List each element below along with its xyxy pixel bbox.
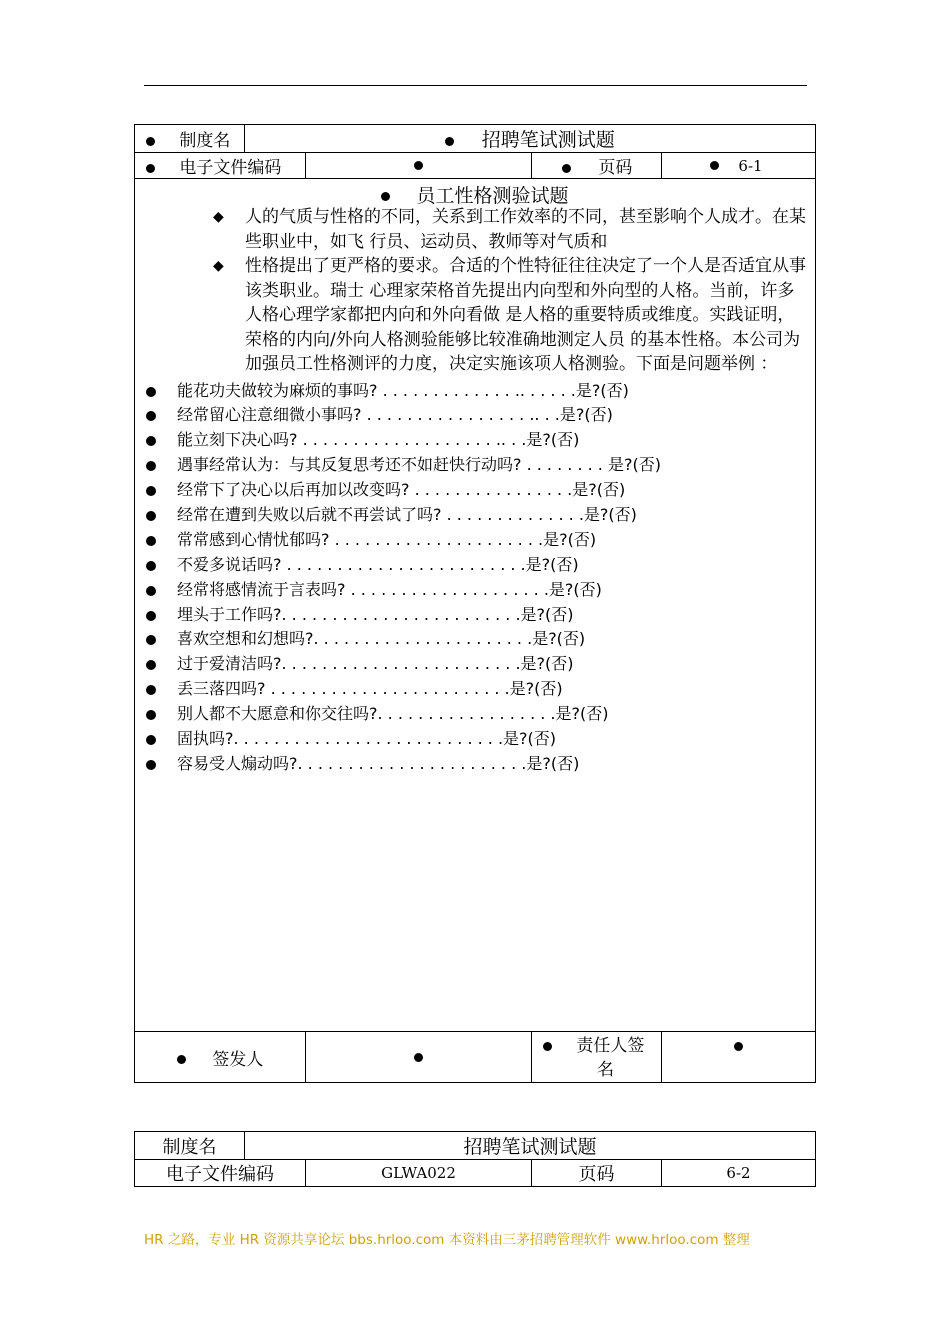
bullet-icon	[146, 660, 156, 670]
system-value-cell	[245, 125, 816, 153]
question-text: 埋头于工作吗?. . . . . . . . . . . . . . . . . . . . . . . .是?(否)	[177, 604, 574, 624]
question-item	[135, 578, 815, 603]
responsible-label-line2: 名	[597, 1060, 614, 1080]
header2-row-system	[135, 1132, 816, 1160]
question-text: 容易受人煽动吗?. . . . . . . . . . . . . . . . . . . . . . .是?(否)	[177, 753, 580, 773]
code-value-cell	[306, 153, 532, 179]
issuer-label: 签发人	[212, 1049, 264, 1070]
bullet-icon	[146, 735, 156, 745]
page-label-cell	[532, 153, 662, 179]
question-item	[135, 727, 815, 752]
document-table-page2	[134, 1131, 816, 1187]
code-value-2: GLWA022	[381, 1164, 456, 1182]
page-label: 页码	[598, 158, 633, 178]
bullet-icon	[146, 486, 156, 496]
bullet-icon	[146, 611, 156, 621]
code-label-cell	[135, 153, 306, 179]
system-label: 制度名	[179, 131, 231, 151]
question-text: 丢三落四吗? . . . . . . . . . . . . . . . . . . . . . . . .是?(否)	[177, 679, 563, 699]
question-text: 经常下了决心以后再加以改变吗? . . . . . . . . . . . . . . . .是?(否)	[177, 480, 626, 500]
question-item	[135, 603, 815, 628]
bullet-icon	[146, 685, 156, 695]
bullet-icon	[146, 760, 156, 770]
header-row-code	[135, 153, 816, 179]
question-text: 经常留心注意细微小事吗? . . . . . . . . . . . . . . . . .. . .是?(否)	[177, 405, 613, 425]
code-value-cell-2	[306, 1160, 532, 1187]
question-item	[135, 428, 815, 453]
bullet-icon	[414, 161, 423, 170]
code-label-cell-2: 电子文件编码	[135, 1160, 306, 1187]
question-text: 能花功夫做较为麻烦的事吗? . . . . . . . . . . . . . .. . . . . .是?(否)	[177, 380, 629, 400]
system-value: 招聘笔试测试题	[481, 129, 615, 151]
bullet-icon	[146, 387, 156, 397]
question-text: 不爱多说话吗? . . . . . . . . . . . . . . . . . . . . . . . .是?(否)	[177, 554, 579, 574]
question-item	[135, 379, 815, 404]
diamond-bullet-icon: ◆	[213, 258, 224, 274]
bullet-icon	[146, 710, 156, 720]
question-text: 遇事经常认为：与其反复思考还不如赶快行动吗? . . . . . . . . 是?(否)	[177, 455, 661, 475]
header2-row-code	[135, 1160, 816, 1187]
diamond-bullet-icon: ◆	[213, 209, 224, 225]
question-item	[135, 752, 815, 777]
page-value: 6-1	[738, 156, 763, 175]
code-label: 电子文件编码	[179, 158, 282, 178]
paragraph-2	[213, 254, 807, 377]
question-text: 经常在遭到失败以后就不再尝试了吗? . . . . . . . . . . . . . .是?(否)	[177, 504, 637, 524]
question-text: 经常将感情流于言表吗? . . . . . . . . . . . . . . . . . . . .是?(否)	[177, 579, 602, 599]
bullet-icon	[146, 536, 156, 546]
signature-row	[135, 1032, 816, 1083]
bullet-icon	[381, 192, 390, 201]
content-row	[135, 179, 816, 1032]
question-item	[135, 677, 815, 702]
bullet-icon	[734, 1042, 743, 1051]
header-rule	[144, 85, 807, 86]
system-label-cell-2: 制度名	[135, 1132, 245, 1160]
system-label-cell	[135, 125, 245, 153]
question-item	[135, 528, 815, 553]
bullet-icon	[146, 461, 156, 471]
section-title-line	[135, 181, 815, 205]
bullet-icon	[445, 137, 454, 146]
question-text: 常常感到心情忧郁吗? . . . . . . . . . . . . . . . . . . . . .是?(否)	[177, 529, 597, 549]
question-text: 能立刻下决心吗? . . . . . . . . . . . . . . . . . . . .. . .是?(否)	[177, 430, 580, 450]
bullet-icon	[146, 586, 156, 596]
bullet-icon	[146, 137, 155, 146]
bullet-icon	[146, 436, 156, 446]
page-value-cell-2	[662, 1160, 816, 1187]
question-text: 固执吗?. . . . . . . . . . . . . . . . . . . . . . . . . . .是?(否)	[177, 728, 557, 748]
question-item	[135, 503, 815, 528]
paragraph-2-text: 性格提出了更严格的要求。合适的个性特征往往决定了一个人是否适宜从事该类职业。瑞士 心理家荣格首先提出内向型和外向型的人格。当前，许多人格心理学家都把内向和外向看做 是人格的重要特质或维度。实践证明，荣格的内向/外向人格测验能够比较准确地测定人员 的基本性格。本公司为加强员工性格测评的力度，决定实施该项人格测验。下面是问题举例 ：	[245, 256, 806, 374]
responsible-value-cell	[662, 1032, 816, 1083]
content-cell	[135, 179, 816, 1032]
issuer-value-cell	[306, 1032, 532, 1083]
footer-link[interactable]: HR 之路，专业 HR 资源共享论坛 bbs.hrloo.com 本资料由三茅招聘管理软件 www.hrloo.com 整理	[144, 1232, 750, 1248]
question-text: 喜欢空想和幻想吗?. . . . . . . . . . . . . . . . . . . . . .是?(否)	[177, 629, 586, 649]
question-text: 别人都不大愿意和你交往吗?. . . . . . . . . . . . . . . . . .是?(否)	[177, 704, 609, 724]
bullet-icon	[562, 164, 571, 173]
header-row-system	[135, 125, 816, 153]
bullet-icon	[146, 164, 155, 173]
question-item	[135, 702, 815, 727]
question-item	[135, 627, 815, 652]
page-value-2: 6-2	[726, 1164, 751, 1182]
bullet-icon	[146, 511, 156, 521]
question-list	[135, 379, 815, 777]
paragraph-1-text: 人的气质与性格的不同，关系到工作效率的不同，甚至影响个人成才。在某些职业中，如飞 行员、运动员、教师等对气质和	[245, 207, 806, 252]
document-table-page1	[134, 124, 816, 1083]
paragraph-1	[213, 205, 807, 254]
bullet-icon	[146, 411, 156, 421]
bullet-icon	[177, 1055, 186, 1064]
issuer-label-cell	[135, 1032, 306, 1083]
bullet-icon	[146, 635, 156, 645]
system-value-2: 招聘笔试测试题	[463, 1136, 597, 1158]
system-value-cell-2	[245, 1132, 816, 1160]
question-item	[135, 453, 815, 478]
page-value-cell	[662, 153, 816, 179]
bullet-icon	[414, 1053, 423, 1062]
question-item	[135, 403, 815, 428]
question-item	[135, 478, 815, 503]
responsible-label-cell	[532, 1032, 662, 1083]
responsible-label-line1: 责任人签	[576, 1036, 645, 1056]
bullet-icon	[543, 1042, 552, 1051]
section-title: 员工性格测验试题	[416, 185, 569, 207]
question-item	[135, 553, 815, 578]
page-label-cell-2: 页码	[532, 1160, 662, 1187]
question-text: 过于爱清洁吗?. . . . . . . . . . . . . . . . . . . . . . . .是?(否)	[177, 654, 574, 674]
bullet-icon	[146, 561, 156, 571]
bullet-icon	[710, 161, 719, 170]
question-item	[135, 652, 815, 677]
